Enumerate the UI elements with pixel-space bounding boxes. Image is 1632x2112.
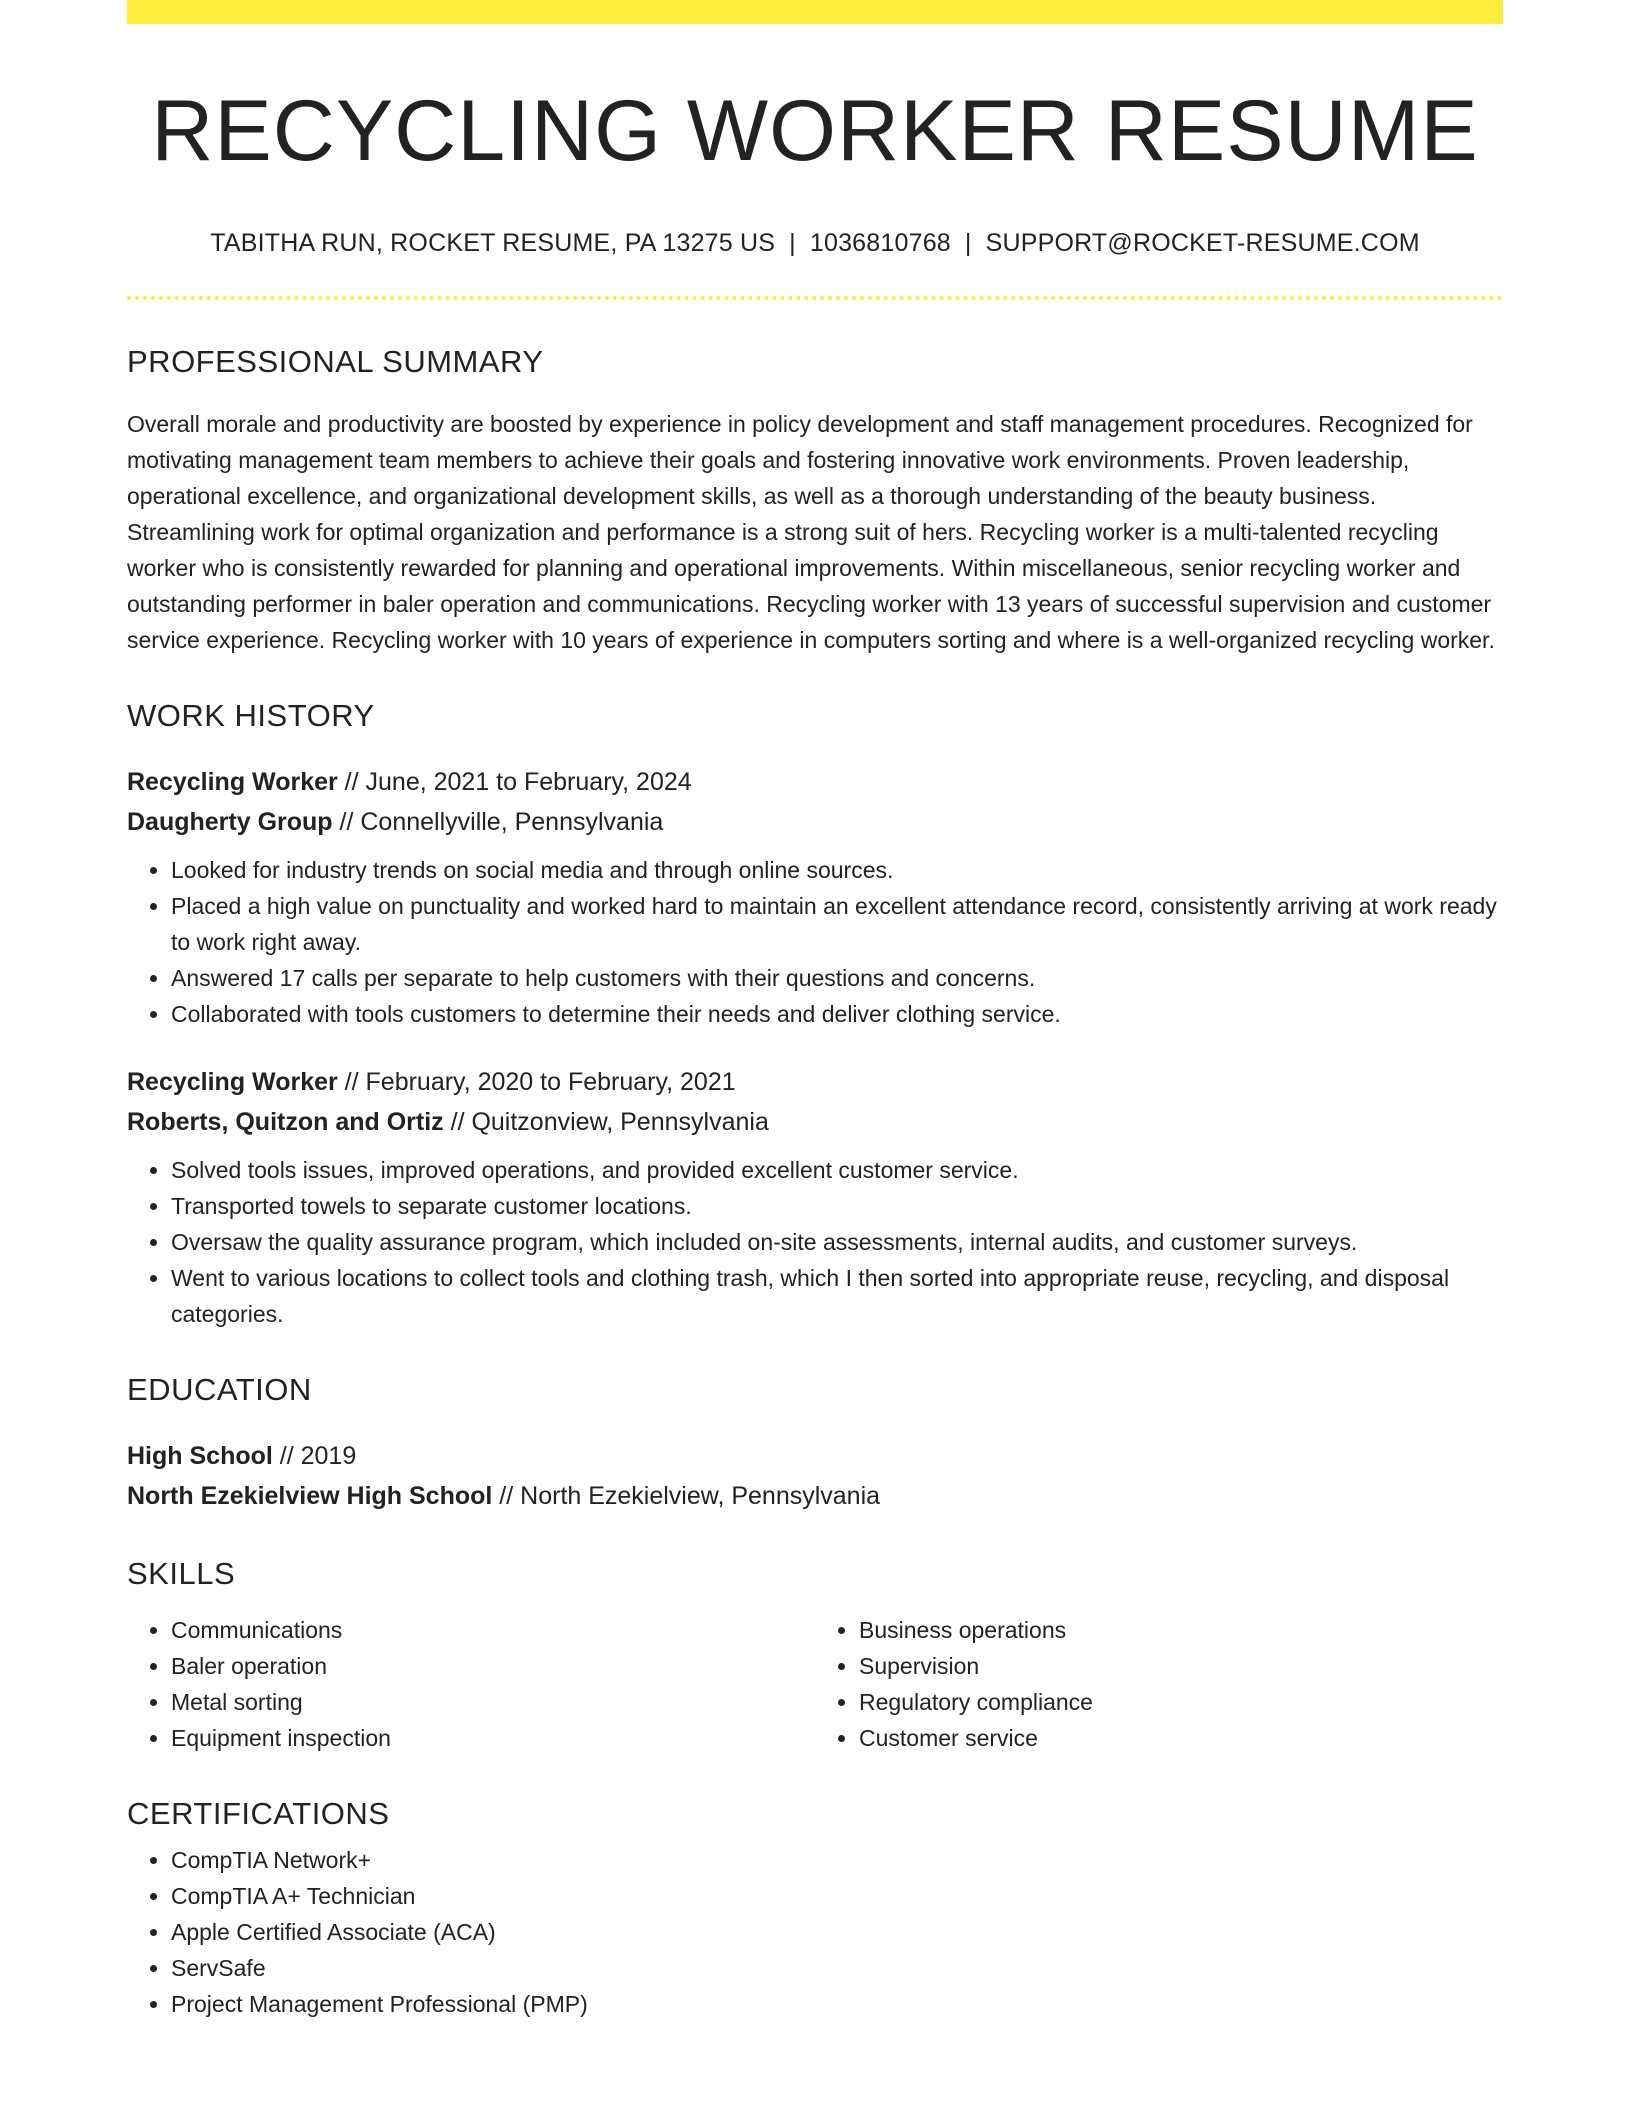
skills-columns [127, 1612, 1503, 1756]
education-degree: High School [127, 1441, 273, 1470]
list-item: • Metal sorting [171, 1684, 815, 1720]
job-dates: // June, 2021 to February, 2024 [337, 767, 692, 796]
job-title-line [127, 1062, 1503, 1102]
list-item: • Collaborated with tools customers to determine their needs and deliver clothing service. [171, 996, 1503, 1032]
education-year: // 2019 [272, 1441, 357, 1470]
list-item: • Placed a high value on punctuality and worked hard to maintain an excellent attendance record, consistently arriving at work ready to work right away. [171, 888, 1503, 960]
resume-page [127, 0, 1503, 2022]
education-school: North Ezekielview High School [127, 1481, 493, 1510]
list-item: • Business operations [859, 1612, 1503, 1648]
job-company: Daugherty Group [127, 807, 333, 836]
list-item: • ServSafe [171, 1950, 1503, 1986]
certifications-list [127, 1842, 1503, 2022]
job-company-line [127, 1102, 1503, 1142]
list-item: • Project Management Professional (PMP) [171, 1986, 1503, 2022]
contact-email: SUPPORT@ROCKET-RESUME.COM [985, 228, 1420, 257]
skills-list [815, 1612, 1503, 1756]
job-entry [127, 1062, 1503, 1332]
list-item: • Apple Certified Associate (ACA) [171, 1914, 1503, 1950]
list-item: • Transported towels to separate customer locations. [171, 1188, 1503, 1224]
skills-list [127, 1612, 815, 1756]
contact-address: TABITHA RUN, ROCKET RESUME, PA 13275 US [210, 228, 776, 257]
list-item: • Communications [171, 1612, 815, 1648]
list-item: • Equipment inspection [171, 1720, 815, 1756]
list-item: • Oversaw the quality assurance program, which included on-site assessments, internal audits, and customer surveys. [171, 1224, 1503, 1260]
contact-line [127, 229, 1503, 258]
job-entry [127, 762, 1503, 1032]
contact-separator: | [964, 228, 972, 257]
job-location: // Quitzonview, Pennsylvania [443, 1107, 769, 1136]
job-title: Recycling Worker [127, 767, 338, 796]
skills-column-left [127, 1612, 815, 1756]
job-company: Roberts, Quitzon and Ortiz [127, 1107, 444, 1136]
list-item: • Supervision [859, 1648, 1503, 1684]
list-item: • Solved tools issues, improved operations, and provided excellent customer service. [171, 1152, 1503, 1188]
education-location: // North Ezekielview, Pennsylvania [492, 1481, 881, 1510]
job-location: // Connellyville, Pennsylvania [332, 807, 664, 836]
header-divider [127, 296, 1503, 300]
list-item: • Customer service [859, 1720, 1503, 1756]
job-company-line [127, 802, 1503, 842]
job-bullets [127, 852, 1503, 1032]
resume-title: RECYCLING WORKER RESUME [151, 83, 1479, 179]
summary-text: Overall morale and productivity are boosted by experience in policy development and staff management procedures. Recognized for motivating management team members to achieve their goals and fostering innovative work environments. Proven leadership, operational excellence, and organizational development skills, as well as a thorough understanding of the beauty business. Streamlining work for optimal organization and performance is a strong suit of hers. Recycling worker is a multi-talented recycling worker who is consistently rewarded for planning and operational improvements. Within miscellaneous, senior recycling worker and outstanding performer in baler operation and communications. Recycling worker with 13 years of successful supervision and customer service experience. Recycling worker with 10 years of experience in computers sorting and where is a well-organized recycling worker. [127, 410, 1495, 653]
list-item: • CompTIA A+ Technician [171, 1878, 1503, 1914]
education-school-line [127, 1476, 1503, 1516]
education-heading: EDUCATION [127, 1371, 312, 1407]
summary-heading: PROFESSIONAL SUMMARY [127, 343, 544, 379]
list-item: • Regulatory compliance [859, 1684, 1503, 1720]
list-item: • Went to various locations to collect tools and clothing trash, which I then sorted into appropriate reuse, recycling, and disposal categories. [171, 1260, 1503, 1332]
job-title-line [127, 762, 1503, 802]
list-item: • Baler operation [171, 1648, 815, 1684]
list-item: • CompTIA Network+ [171, 1842, 1503, 1878]
list-item: • Looked for industry trends on social media and through online sources. [171, 852, 1503, 888]
top-accent-bar [127, 0, 1503, 24]
contact-separator: | [789, 228, 796, 257]
job-dates: // February, 2020 to February, 2021 [337, 1067, 736, 1096]
work-history-heading: WORK HISTORY [127, 697, 375, 733]
contact-phone: 1036810768 [809, 228, 951, 257]
skills-heading: SKILLS [127, 1555, 236, 1591]
job-title: Recycling Worker [127, 1067, 338, 1096]
certifications-heading: CERTIFICATIONS [127, 1795, 390, 1831]
education-degree-line [127, 1436, 1503, 1476]
list-item: • Answered 17 calls per separate to help customers with their questions and concerns. [171, 960, 1503, 996]
skills-column-right [815, 1612, 1503, 1756]
job-bullets [127, 1152, 1503, 1332]
